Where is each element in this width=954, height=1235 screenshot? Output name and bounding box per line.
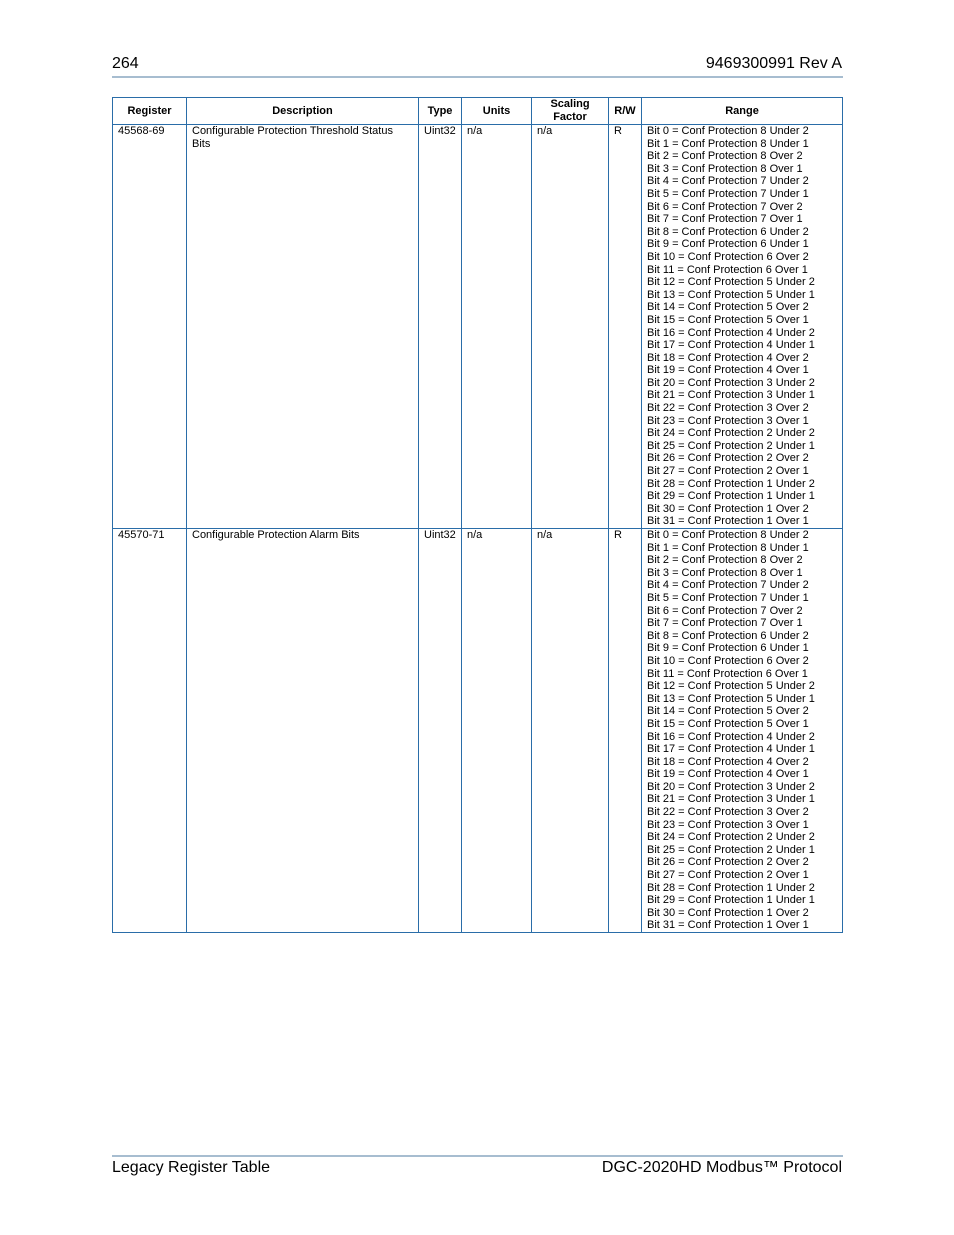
range-bit-item: Bit 27 = Conf Protection 2 Over 1 xyxy=(647,869,809,882)
range-bit-item: Bit 4 = Conf Protection 7 Under 2 xyxy=(647,579,809,592)
range-bit-item: Bit 14 = Conf Protection 5 Over 2 xyxy=(647,301,809,314)
range-bit-item: Bit 22 = Conf Protection 3 Over 2 xyxy=(647,402,809,415)
range-bit-item: Bit 11 = Conf Protection 6 Over 1 xyxy=(647,263,808,276)
range-bit-item: Bit 21 = Conf Protection 3 Under 1 xyxy=(647,389,815,402)
range-bit-item: Bit 27 = Conf Protection 2 Over 1 xyxy=(647,465,809,478)
range-bit-item: Bit 0 = Conf Protection 8 Under 2 xyxy=(647,125,809,137)
range-bit-item: Bit 9 = Conf Protection 6 Under 1 xyxy=(647,642,809,655)
range-bit-item: Bit 21 = Conf Protection 3 Under 1 xyxy=(647,793,815,806)
footer-section-title: Legacy Register Table xyxy=(112,1159,271,1176)
range-bit-item: Bit 10 = Conf Protection 6 Over 2 xyxy=(647,250,809,263)
range-bit-item: Bit 20 = Conf Protection 3 Under 2 xyxy=(647,780,815,793)
range-bit-item: Bit 18 = Conf Protection 4 Over 2 xyxy=(647,351,809,364)
range-bit-item: Bit 19 = Conf Protection 4 Over 1 xyxy=(647,364,809,377)
range-bit-item: Bit 12 = Conf Protection 5 Under 2 xyxy=(647,276,815,289)
range-bit-item: Bit 25 = Conf Protection 2 Under 1 xyxy=(647,439,815,452)
column-header-units: Units xyxy=(462,98,532,125)
cell-rw: R xyxy=(609,529,642,933)
range-bit-item: Bit 16 = Conf Protection 4 Under 2 xyxy=(647,326,815,339)
range-bit-item: Bit 29 = Conf Protection 1 Under 1 xyxy=(647,894,815,907)
column-header-scaling-factor: Scaling Factor xyxy=(532,98,609,125)
range-bit-item: Bit 25 = Conf Protection 2 Under 1 xyxy=(647,843,815,856)
range-bit-item: Bit 23 = Conf Protection 3 Over 1 xyxy=(647,414,809,427)
range-bit-item: Bit 31 = Conf Protection 1 Over 1 xyxy=(647,919,809,932)
cell-description: Configurable Protection Alarm Bits xyxy=(187,529,419,933)
range-bit-item: Bit 30 = Conf Protection 1 Over 2 xyxy=(647,906,809,919)
range-bit-item: Bit 17 = Conf Protection 4 Under 1 xyxy=(647,743,815,756)
range-bit-item: Bit 31 = Conf Protection 1 Over 1 xyxy=(647,515,809,528)
range-bit-item: Bit 26 = Conf Protection 2 Over 2 xyxy=(647,452,809,465)
footer-document-title: DGC-2020HD Modbus™ Protocol xyxy=(601,1159,842,1176)
range-bit-item: Bit 8 = Conf Protection 6 Under 2 xyxy=(647,225,809,238)
cell-register: 45570-71 xyxy=(113,529,187,933)
page-number: 264 xyxy=(112,55,139,72)
range-bit-item: Bit 15 = Conf Protection 5 Over 1 xyxy=(647,717,809,730)
register-table xyxy=(112,97,843,933)
range-bit-item: Bit 6 = Conf Protection 7 Over 2 xyxy=(647,604,803,617)
column-header-description: Description xyxy=(187,98,419,125)
document-number: 9469300991 Rev A xyxy=(705,55,842,72)
range-bit-item: Bit 20 = Conf Protection 3 Under 2 xyxy=(647,376,815,389)
range-bit-item: Bit 2 = Conf Protection 8 Over 2 xyxy=(647,150,803,163)
header-rule xyxy=(112,76,843,78)
column-header-rw: R/W xyxy=(609,98,642,125)
range-bit-item: Bit 28 = Conf Protection 1 Under 2 xyxy=(647,881,815,894)
range-bit-item: Bit 12 = Conf Protection 5 Under 2 xyxy=(647,680,815,693)
column-header-type: Type xyxy=(419,98,462,125)
cell-scaling-factor: n/a xyxy=(532,125,609,529)
range-bit-item: Bit 29 = Conf Protection 1 Under 1 xyxy=(647,490,815,503)
range-bit-item: Bit 24 = Conf Protection 2 Under 2 xyxy=(647,427,815,440)
cell-range xyxy=(642,125,843,529)
cell-units: n/a xyxy=(462,125,532,529)
page-header xyxy=(112,55,842,77)
table-row xyxy=(113,125,843,529)
cell-description: Configurable Protection Threshold Status Bits xyxy=(187,125,419,529)
range-bit-item: Bit 5 = Conf Protection 7 Under 1 xyxy=(647,591,809,604)
range-bit-item: Bit 30 = Conf Protection 1 Over 2 xyxy=(647,502,809,515)
range-bit-item: Bit 9 = Conf Protection 6 Under 1 xyxy=(647,238,809,251)
range-bit-item: Bit 23 = Conf Protection 3 Over 1 xyxy=(647,818,809,831)
range-bit-item: Bit 7 = Conf Protection 7 Over 1 xyxy=(647,213,803,226)
cell-type: Uint32 xyxy=(419,125,462,529)
range-bit-item: Bit 28 = Conf Protection 1 Under 2 xyxy=(647,477,815,490)
range-bit-item: Bit 11 = Conf Protection 6 Over 1 xyxy=(647,667,808,680)
range-bit-item: Bit 13 = Conf Protection 5 Under 1 xyxy=(647,288,815,301)
cell-type: Uint32 xyxy=(419,529,462,933)
range-bit-item: Bit 16 = Conf Protection 4 Under 2 xyxy=(647,730,815,743)
table-header-row xyxy=(113,98,843,125)
cell-rw: R xyxy=(609,125,642,529)
range-bit-item: Bit 14 = Conf Protection 5 Over 2 xyxy=(647,705,809,718)
range-bit-item: Bit 7 = Conf Protection 7 Over 1 xyxy=(647,617,803,630)
cell-scaling-factor: n/a xyxy=(532,529,609,933)
range-bit-item: Bit 5 = Conf Protection 7 Under 1 xyxy=(647,187,809,200)
cell-register: 45568-69 xyxy=(113,125,187,529)
table-row xyxy=(113,529,843,933)
range-bit-item: Bit 15 = Conf Protection 5 Over 1 xyxy=(647,313,809,326)
range-bit-item: Bit 13 = Conf Protection 5 Under 1 xyxy=(647,692,815,705)
range-bit-item: Bit 10 = Conf Protection 6 Over 2 xyxy=(647,654,809,667)
range-bit-item: Bit 3 = Conf Protection 8 Over 1 xyxy=(647,566,803,579)
range-bit-item: Bit 24 = Conf Protection 2 Under 2 xyxy=(647,831,815,844)
range-bit-item: Bit 2 = Conf Protection 8 Over 2 xyxy=(647,554,803,567)
range-bit-item: Bit 4 = Conf Protection 7 Under 2 xyxy=(647,175,809,188)
range-bit-item: Bit 0 = Conf Protection 8 Under 2 xyxy=(647,529,809,541)
footer-rule xyxy=(112,1155,843,1157)
page-footer xyxy=(112,1159,842,1181)
range-bit-item: Bit 6 = Conf Protection 7 Over 2 xyxy=(647,200,803,213)
column-header-range: Range xyxy=(642,98,843,125)
range-bit-item: Bit 18 = Conf Protection 4 Over 2 xyxy=(647,755,809,768)
range-bit-item: Bit 22 = Conf Protection 3 Over 2 xyxy=(647,806,809,819)
range-bit-item: Bit 8 = Conf Protection 6 Under 2 xyxy=(647,629,809,642)
range-bit-item: Bit 1 = Conf Protection 8 Under 1 xyxy=(647,541,809,554)
column-header-register: Register xyxy=(113,98,187,125)
range-bit-item: Bit 17 = Conf Protection 4 Under 1 xyxy=(647,339,815,352)
cell-units: n/a xyxy=(462,529,532,933)
cell-range xyxy=(642,529,843,933)
range-bit-item: Bit 19 = Conf Protection 4 Over 1 xyxy=(647,768,809,781)
range-bit-item: Bit 3 = Conf Protection 8 Over 1 xyxy=(647,162,803,175)
range-bit-item: Bit 26 = Conf Protection 2 Over 2 xyxy=(647,856,809,869)
range-bit-item: Bit 1 = Conf Protection 8 Under 1 xyxy=(647,137,809,150)
